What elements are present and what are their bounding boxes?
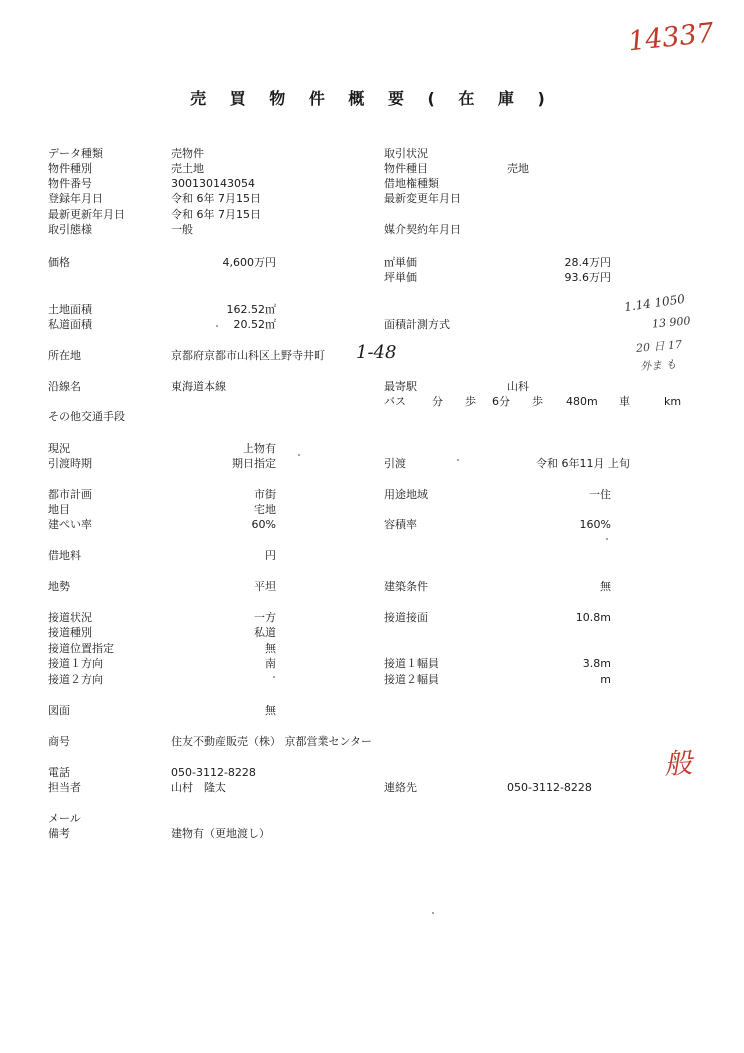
scan-speck <box>216 325 218 327</box>
scan-speck <box>432 912 434 914</box>
handwritten-kanji: 般 <box>662 746 694 781</box>
scan-speck <box>298 454 300 456</box>
road-type-label: 接道種別 <box>48 626 92 639</box>
private-road-value: 20.52㎡ <box>233 318 276 331</box>
line-label: 沿線名 <box>48 380 81 393</box>
contact-label: 連絡先 <box>384 781 417 794</box>
nearest-station-value: 山科 <box>507 380 529 393</box>
road-frontage-value: 10.8m <box>575 611 611 624</box>
remarks-label: 備考 <box>48 827 70 840</box>
city-plan-value: 市街 <box>254 488 276 501</box>
road-designation-label: 接道位置指定 <box>48 642 114 655</box>
trade-status-label: 取引状況 <box>384 147 428 160</box>
handwritten-note-3: 20 日 17 <box>635 338 683 355</box>
drawing-value: 無 <box>265 704 276 717</box>
data-type-value: 売物件 <box>171 147 204 160</box>
build-cond-label: 建築条件 <box>384 580 428 593</box>
other-transport-label: その他交通手段 <box>48 410 125 423</box>
status-label: 現況 <box>48 442 70 455</box>
property-no-value: 300130143054 <box>171 177 255 190</box>
handwritten-number: 14337 <box>626 17 716 58</box>
remarks-value: 建物有（更地渡し） <box>171 827 270 840</box>
handwritten-note-2: 13 900 <box>651 314 691 331</box>
line-value: 東海道本線 <box>171 380 226 393</box>
mediation-date-label: 媒介契約年月日 <box>384 223 461 236</box>
location-value: 京都府京都市山科区上野寺井町 <box>171 349 325 362</box>
property-kind-value: 売土地 <box>171 162 204 175</box>
trade-mode-value: 一般 <box>171 223 193 236</box>
scan-speck <box>273 676 275 678</box>
city-plan-label: 都市計画 <box>48 488 92 501</box>
zoning-label: 用途地域 <box>384 488 428 501</box>
road-status-value: 一方 <box>254 611 276 624</box>
distance-value: 480m <box>566 395 598 408</box>
handwritten-note-1: 1.14 1050 <box>623 291 686 315</box>
property-kind-label: 物件種別 <box>48 162 92 175</box>
handover-timing-label: 引渡時期 <box>48 457 92 470</box>
leasehold-type-label: 借地権種類 <box>384 177 439 190</box>
coverage-value: 60% <box>251 518 276 531</box>
tsubo-price-label: 坪単価 <box>384 271 417 284</box>
road2-dir-label: 接道２方向 <box>48 673 103 686</box>
last-changed-label: 最新変更年月日 <box>384 192 461 205</box>
status-value: 上物有 <box>243 442 276 455</box>
updated-value: 令和 6年 7月15日 <box>171 208 261 221</box>
terrain-label: 地勢 <box>48 580 70 593</box>
tsubo-price-value: 93.6万円 <box>564 271 611 284</box>
sqm-price-label: ㎡単価 <box>384 256 417 269</box>
contact-value: 050-3112-8228 <box>507 781 592 794</box>
area-method-label: 面積計測方式 <box>384 318 450 331</box>
property-no-label: 物件番号 <box>48 177 92 190</box>
zoning-value: 一住 <box>589 488 611 501</box>
private-road-label: 私道面積 <box>48 318 92 331</box>
location-label: 所在地 <box>48 349 81 362</box>
road2-width-value: m <box>600 673 611 686</box>
registered-value: 令和 6年 7月15日 <box>171 192 261 205</box>
walk-minutes-value: 6分 <box>492 395 510 408</box>
drawing-label: 図面 <box>48 704 70 717</box>
road1-width-label: 接道１幅員 <box>384 657 439 670</box>
lease-fee-label: 借地料 <box>48 549 81 562</box>
scan-speck <box>606 538 608 540</box>
person-label: 担当者 <box>48 781 81 794</box>
handover-timing-value: 期日指定 <box>232 457 276 470</box>
registered-label: 登録年月日 <box>48 192 103 205</box>
bus-label: バス <box>384 395 406 408</box>
price-value: 4,600万円 <box>222 256 276 269</box>
handwritten-address-suffix: 1-48 <box>356 342 397 363</box>
sqm-price-value: 28.4万円 <box>564 256 611 269</box>
handwritten-note-4: 外ま も <box>639 357 677 374</box>
road1-width-value: 3.8m <box>582 657 611 670</box>
updated-label: 最新更新年月日 <box>48 208 125 221</box>
road1-dir-value: 南 <box>265 657 276 670</box>
road1-dir-label: 接道１方向 <box>48 657 103 670</box>
property-item-label: 物件種目 <box>384 162 428 175</box>
road-type-value: 私道 <box>254 626 276 639</box>
coverage-label: 建ぺい率 <box>48 518 92 531</box>
data-type-label: データ種類 <box>48 147 103 160</box>
bus-min-label: 分 <box>432 395 443 408</box>
trade-mode-label: 取引態様 <box>48 223 92 236</box>
km-label: km <box>664 395 682 408</box>
floor-ratio-value: 160% <box>579 518 611 531</box>
terrain-value: 平坦 <box>254 580 276 593</box>
phone-label: 電話 <box>48 766 70 779</box>
email-label: メール <box>48 812 81 825</box>
land-area-label: 土地面積 <box>48 303 92 316</box>
price-label: 価格 <box>48 256 70 269</box>
company-value: 住友不動産販売（株） 京都営業センター <box>171 735 373 748</box>
bus-walk-label: 歩 <box>465 395 476 408</box>
floor-ratio-label: 容積率 <box>384 518 417 531</box>
land-area-value: 162.52㎡ <box>226 303 276 316</box>
phone-value: 050-3112-8228 <box>171 766 256 779</box>
walk-label: 歩 <box>532 395 543 408</box>
company-label: 商号 <box>48 735 70 748</box>
lease-fee-value: 円 <box>265 549 276 562</box>
car-label: 車 <box>619 395 630 408</box>
scan-speck <box>457 459 459 461</box>
nearest-station-label: 最寄駅 <box>384 380 417 393</box>
road-status-label: 接道状況 <box>48 611 92 624</box>
land-category-value: 宅地 <box>254 503 276 516</box>
handover-label: 引渡 <box>384 457 406 470</box>
build-cond-value: 無 <box>600 580 611 593</box>
document-title: 売 買 物 件 概 要 ( 在 庫 ) <box>190 89 554 108</box>
road-designation-value: 無 <box>265 642 276 655</box>
property-item-value: 売地 <box>507 162 529 175</box>
road2-width-label: 接道２幅員 <box>384 673 439 686</box>
land-category-label: 地目 <box>48 503 70 516</box>
person-value: 山村 隆太 <box>171 781 226 794</box>
road-frontage-label: 接道接面 <box>384 611 428 624</box>
handover-value: 令和 6年11月 上旬 <box>536 457 630 470</box>
